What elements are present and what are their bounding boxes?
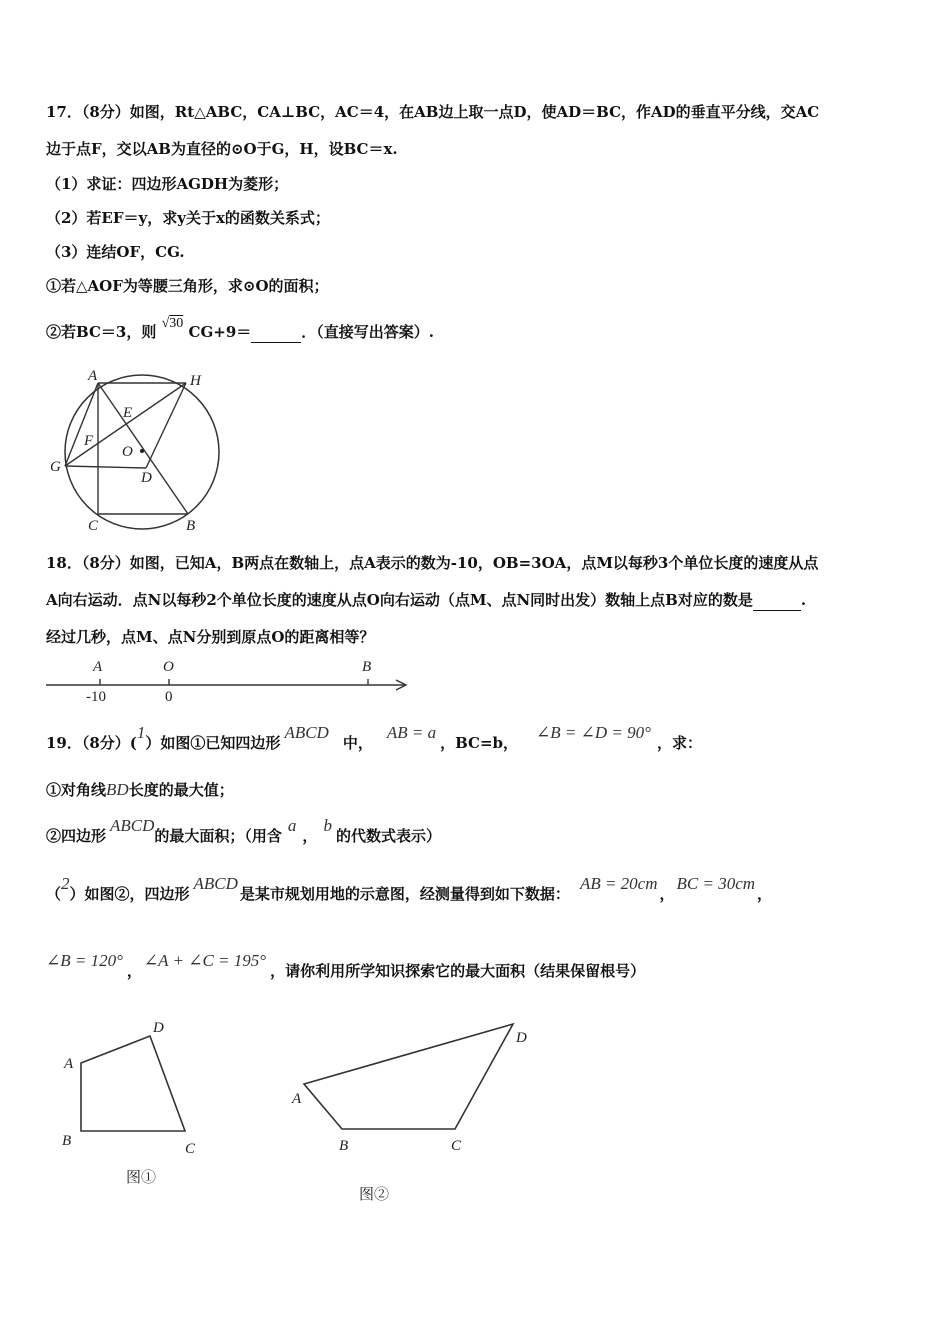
math-bc-30cm: BC = 30cm [676, 874, 756, 893]
answer-blank[interactable] [753, 590, 801, 611]
q19-line1 [46, 723, 702, 753]
q19-bc-text: ，BC=b， [440, 734, 519, 752]
fig17-label-h: H [190, 373, 201, 389]
q19-part1-num: 1 [136, 723, 146, 742]
q17-sub2 [46, 316, 434, 344]
q17-sub2-pre: ②若BC＝3，则 [46, 323, 157, 341]
q19-comma: ， [757, 885, 773, 903]
q19-part2-line [46, 874, 773, 904]
figure-1 [55, 1015, 215, 1190]
fig17-label-a: A [88, 368, 98, 384]
fig17-label-o: O [122, 444, 133, 460]
q19-line1-text: ）如图①已知四边形 [145, 734, 281, 752]
q19-sub1 [46, 780, 234, 800]
q17-part2: （2）若EF＝y，求y关于x的函数关系式； [46, 209, 330, 227]
q19-sub2 [46, 816, 441, 846]
q19-part2-line2 [46, 951, 646, 981]
fig2-label-b: B [339, 1138, 349, 1154]
q19-qiu: ，求： [656, 734, 702, 752]
math-a: a [287, 816, 297, 835]
q17-part3: （3）连结OF，CG. [46, 243, 185, 261]
fig2-label-d: D [516, 1030, 527, 1046]
fig1-label-b: B [62, 1133, 72, 1149]
q17-line2: 边于点F，交以AB为直径的⊙O于G，H，设BC＝x. [46, 140, 398, 158]
fig2-caption: 图② [359, 1187, 390, 1203]
q18-line2 [46, 590, 806, 611]
q19-part2-text-a: ）如图②，四边形 [69, 885, 190, 903]
q19-sub2-pre: ②四边形 [46, 827, 107, 845]
q17-part1: （1）求证：四边形AGDH为菱形； [46, 175, 289, 193]
math-abcd: ABCD [193, 874, 238, 893]
numline-label-o: O [163, 659, 174, 675]
q18-line2-end: . [800, 591, 807, 609]
q17-sub1: ①若△AOF为等腰三角形，求⊙O的面积； [46, 277, 329, 295]
q19-sub1-post: 长度的最大值； [128, 781, 234, 799]
fig1-label-d: D [153, 1020, 164, 1036]
fig2-label-c: C [451, 1138, 462, 1154]
sqrt-30: √30 [161, 316, 184, 331]
math-bd: BD [106, 780, 129, 799]
fig17-label-f: F [84, 433, 94, 449]
q19-comma: ， [126, 962, 142, 980]
fig17-label-d: D [141, 470, 152, 486]
fig1-caption: 图① [126, 1170, 157, 1186]
fig17-label-e: E [123, 405, 133, 421]
math-abcd: ABCD [110, 816, 155, 835]
q19-part2-end: ，请你利用所学知识探索它的最大面积（结果保留根号） [270, 962, 646, 980]
q19-zhong: 中， [342, 734, 373, 752]
math-angle-ac: ∠A + ∠C = 195° [143, 951, 267, 970]
fig17-label-g: G [50, 459, 61, 475]
math-abcd: ABCD [284, 723, 329, 742]
fig17-label-c: C [88, 518, 99, 534]
math-ab-20cm: AB = 20cm [579, 874, 658, 893]
numline-tick-minus10: -10 [86, 689, 106, 705]
math-ab-eq-a: AB = a [386, 723, 437, 742]
q19-sub2-mid: 的最大面积；（用含 [154, 827, 282, 845]
q19-part2-text-b: 是某市规划用地的示意图，经测量得到如下数据： [239, 885, 570, 903]
numline-label-a: A [93, 659, 103, 675]
math-angle-eq: ∠B = ∠D = 90° [536, 723, 651, 742]
center-dot [140, 449, 144, 453]
answer-blank[interactable] [251, 322, 301, 343]
numline-tick-0: 0 [165, 689, 173, 705]
q17-sub2-post: ．（直接写出答案）. [301, 323, 434, 341]
q19-comma: ， [659, 885, 675, 903]
q19-part2-pre: （ [46, 885, 62, 903]
figure-2 [285, 1015, 545, 1210]
fig2-label-a: A [292, 1091, 302, 1107]
q19-sub2-post: 的代数式表示） [335, 827, 441, 845]
q19-sub1-pre: ①对角线 [46, 781, 107, 799]
number-line [40, 655, 420, 705]
q19-prefix: 19．（8分）( [46, 734, 137, 752]
fig1-label-a: A [64, 1056, 74, 1072]
fig17-label-b: B [186, 518, 196, 534]
q18-line1: 18．（8分）如图，已知A，B两点在数轴上，点A表示的数为-10，OB=3OA，点M以每秒3个单位长度的速度从点 [46, 554, 819, 572]
q19-part2-num: 2 [61, 874, 70, 893]
math-b: b [323, 816, 332, 835]
q18-line3: 经过几秒，点M、点N分别到原点O的距离相等？ [46, 628, 375, 646]
q17-figure [40, 360, 240, 540]
q18-line2-text: A向右运动．点N以每秒2个单位长度的速度从点O向右运动（点M、点N同时出发）数轴上点B对应的数是 [46, 591, 753, 609]
q17-line1: 17．（8分）如图，Rt△ABC，CA⊥BC，AC＝4，在AB边上取一点D，使AD＝BC，作AD的垂直平分线，交AC [46, 103, 820, 121]
fig1-label-c: C [185, 1141, 196, 1157]
numline-label-b: B [362, 659, 372, 675]
math-angle-b: ∠B = 120° [46, 951, 123, 970]
q19-comma: ， [302, 827, 318, 845]
q17-sub2-mid: CG+9＝ [188, 323, 252, 341]
